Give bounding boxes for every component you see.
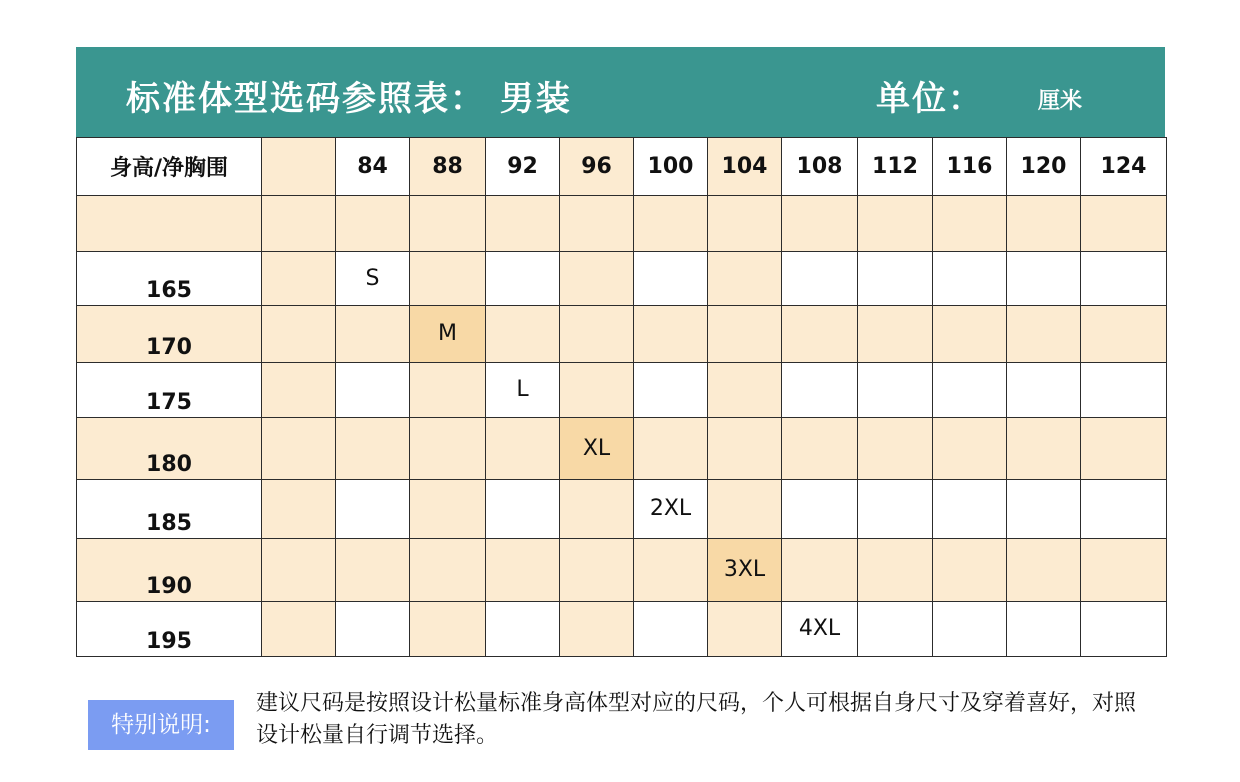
table-cell (336, 539, 410, 601)
table-cell (560, 362, 634, 417)
size-cell: L (486, 362, 560, 417)
table-cell (1081, 479, 1167, 538)
table-cell (782, 251, 858, 305)
table-cell (634, 418, 708, 479)
table-cell (858, 539, 933, 601)
table-cell (1081, 306, 1167, 362)
table-cell (933, 306, 1007, 362)
table-cell (560, 251, 634, 305)
table-cell (410, 418, 486, 479)
table-cell (410, 601, 486, 657)
table-cell (634, 601, 708, 657)
size-cell: M (410, 306, 486, 362)
chest-header: 112 (858, 138, 933, 196)
table-cell (410, 196, 486, 251)
table-cell (1007, 601, 1081, 657)
chest-header: 84 (336, 138, 410, 196)
table-cell (336, 601, 410, 657)
table-cell (486, 251, 560, 305)
chest-header: 92 (486, 138, 560, 196)
table-cell (634, 362, 708, 417)
table-cell (262, 539, 336, 601)
table-cell (634, 306, 708, 362)
table-cell (1007, 306, 1081, 362)
table-cell (410, 479, 486, 538)
table-cell (634, 251, 708, 305)
table-cell (708, 601, 782, 657)
table-cell (782, 362, 858, 417)
table-cell (782, 306, 858, 362)
table-cell (708, 362, 782, 417)
table-cell (933, 479, 1007, 538)
table-cell (560, 306, 634, 362)
table-cell (336, 418, 410, 479)
table-cell (708, 196, 782, 251)
table-cell (1081, 362, 1167, 417)
table-cell (1007, 479, 1081, 538)
note-label: 特别说明: (88, 700, 234, 750)
table-cell (1081, 601, 1167, 657)
chest-header: 96 (560, 138, 634, 196)
table-cell (336, 362, 410, 417)
table-cell (1007, 362, 1081, 417)
table-cell (410, 251, 486, 305)
height-label: 165 (77, 251, 262, 305)
size-cell: 3XL (708, 539, 782, 601)
table-cell (1081, 539, 1167, 601)
height-label: 185 (77, 479, 262, 538)
table-cell (708, 418, 782, 479)
chart-header (76, 47, 1165, 137)
height-label: 180 (77, 418, 262, 479)
table-row (77, 539, 1167, 601)
table-cell (858, 362, 933, 417)
table-cell (560, 479, 634, 538)
height-label: 190 (77, 539, 262, 601)
table-cell (1007, 251, 1081, 305)
table-cell (486, 601, 560, 657)
table-cell (858, 196, 933, 251)
table-cell (262, 418, 336, 479)
size-chart-table (76, 137, 1167, 657)
table-cell (858, 479, 933, 538)
table-cell (858, 418, 933, 479)
chest-header: 88 (410, 138, 486, 196)
unit-label: 单位： (876, 79, 984, 119)
table-cell (782, 418, 858, 479)
table-cell (336, 306, 410, 362)
table-cell (858, 306, 933, 362)
chest-header (262, 138, 336, 196)
table-cell (560, 539, 634, 601)
table-cell (560, 601, 634, 657)
height-label: 170 (77, 306, 262, 362)
unit-value: 厘米 (1038, 89, 1083, 114)
table-cell (410, 539, 486, 601)
table-cell (1007, 418, 1081, 479)
table-cell (486, 539, 560, 601)
height-label (77, 196, 262, 251)
header-row (77, 138, 1167, 196)
table-cell (933, 362, 1007, 417)
table-cell (262, 196, 336, 251)
size-cell: 4XL (782, 601, 858, 657)
corner-label: 身高/净胸围 (77, 138, 262, 196)
chest-header: 108 (782, 138, 858, 196)
table-cell (336, 479, 410, 538)
chest-header: 116 (933, 138, 1007, 196)
table-cell (1007, 539, 1081, 601)
table-cell (933, 418, 1007, 479)
table-row (77, 362, 1167, 417)
table-cell (560, 196, 634, 251)
table-cell (486, 196, 560, 251)
chest-header: 120 (1007, 138, 1081, 196)
table-row (77, 306, 1167, 362)
note-text: 建议尺码是按照设计松量标准身高体型对应的尺码，个人可根据自身尺寸及穿着喜好，对照设计松量自行调节选择。 (256, 691, 1137, 748)
table-cell (486, 418, 560, 479)
table-cell (933, 539, 1007, 601)
table-cell (336, 196, 410, 251)
table-row (77, 479, 1167, 538)
table-row (77, 196, 1167, 251)
table-cell (1081, 251, 1167, 305)
height-label: 195 (77, 601, 262, 657)
table-cell (262, 479, 336, 538)
table-cell (1081, 418, 1167, 479)
chest-header: 124 (1081, 138, 1167, 196)
table-cell (933, 251, 1007, 305)
table-cell (1081, 196, 1167, 251)
table-row (77, 601, 1167, 657)
table-row (77, 418, 1167, 479)
table-cell (782, 539, 858, 601)
chest-header: 104 (708, 138, 782, 196)
height-label: 175 (77, 362, 262, 417)
table-cell (262, 306, 336, 362)
table-cell (262, 362, 336, 417)
table-cell (782, 479, 858, 538)
size-cell: S (336, 251, 410, 305)
table-cell (858, 251, 933, 305)
table-cell (486, 306, 560, 362)
table-cell (410, 362, 486, 417)
table-cell (708, 251, 782, 305)
table-cell (634, 539, 708, 601)
table-cell (486, 479, 560, 538)
chest-header: 100 (634, 138, 708, 196)
table-cell (858, 601, 933, 657)
chart-title: 标准体型选码参照表： 男装 (126, 79, 572, 119)
table-cell (262, 251, 336, 305)
table-cell (634, 196, 708, 251)
table-cell (708, 479, 782, 538)
table-cell (1007, 196, 1081, 251)
table-cell (708, 306, 782, 362)
table-cell (782, 196, 858, 251)
size-cell: 2XL (634, 479, 708, 538)
table-cell (933, 196, 1007, 251)
size-cell: XL (560, 418, 634, 479)
table-cell (262, 601, 336, 657)
table-row (77, 251, 1167, 305)
table-cell (933, 601, 1007, 657)
